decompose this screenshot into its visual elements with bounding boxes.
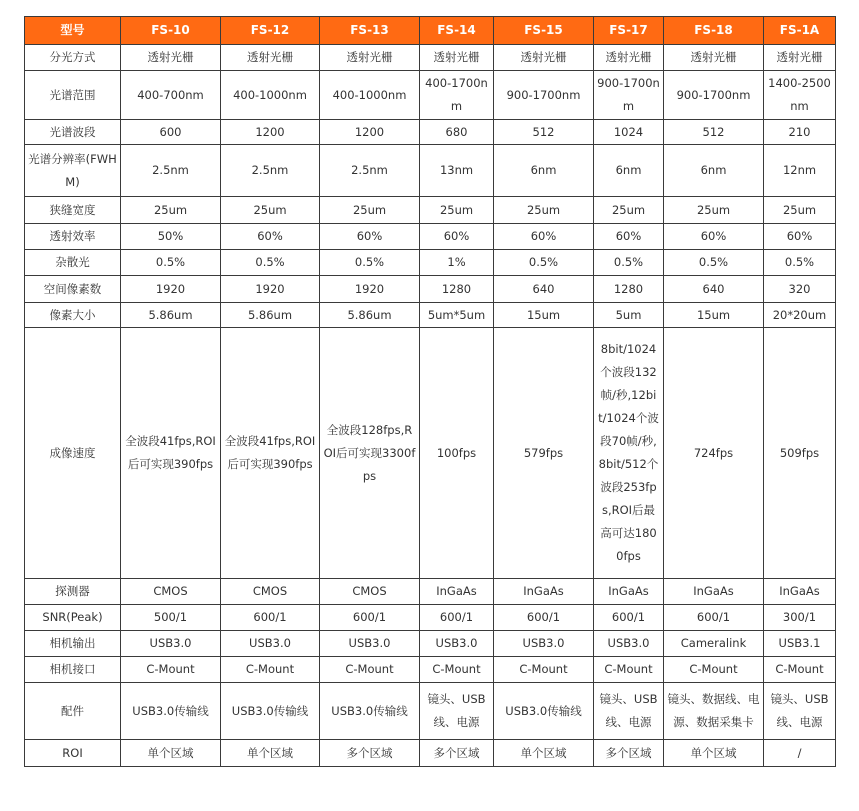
table-cell: InGaAs xyxy=(494,579,594,605)
table-cell: 60% xyxy=(764,224,836,250)
table-cell: 600/1 xyxy=(320,605,420,631)
table-cell: USB3.0 xyxy=(594,631,664,657)
table-cell: 单个区域 xyxy=(494,740,594,767)
table-cell: 5.86um xyxy=(221,303,320,328)
table-cell: 500/1 xyxy=(121,605,221,631)
table-cell: USB3.0 xyxy=(420,631,494,657)
table-row xyxy=(25,71,836,120)
table-cell: Cameralink xyxy=(664,631,764,657)
table-cell: 1200 xyxy=(221,120,320,145)
table-cell: InGaAs xyxy=(664,579,764,605)
row-label: ROI xyxy=(25,740,121,767)
table-cell: 210 xyxy=(764,120,836,145)
table-cell: CMOS xyxy=(320,579,420,605)
table-cell: 15um xyxy=(664,303,764,328)
table-cell: 0.5% xyxy=(494,250,594,276)
table-cell: 多个区域 xyxy=(320,740,420,767)
table-cell: 透射光栅 xyxy=(320,45,420,71)
table-cell: 60% xyxy=(221,224,320,250)
table-cell: 1024 xyxy=(594,120,664,145)
table-cell: 6nm xyxy=(664,145,764,197)
table-cell: InGaAs xyxy=(420,579,494,605)
spec-table-container xyxy=(24,16,835,767)
table-cell: 600/1 xyxy=(594,605,664,631)
table-cell: 5.86um xyxy=(320,303,420,328)
table-cell: C-Mount xyxy=(320,657,420,683)
table-cell: 全波段41fps,ROI后可实现390fps xyxy=(121,328,221,579)
table-cell: 50% xyxy=(121,224,221,250)
table-cell: 13nm xyxy=(420,145,494,197)
table-row xyxy=(25,328,836,579)
table-cell: 1% xyxy=(420,250,494,276)
table-row xyxy=(25,740,836,767)
table-cell: 640 xyxy=(494,276,594,303)
table-cell: USB3.0 xyxy=(320,631,420,657)
table-cell: 全波段41fps,ROI后可实现390fps xyxy=(221,328,320,579)
table-cell: 579fps xyxy=(494,328,594,579)
header-cell-model-5: FS-15 xyxy=(494,17,594,45)
table-row xyxy=(25,145,836,197)
table-cell: 20*20um xyxy=(764,303,836,328)
row-label: 成像速度 xyxy=(25,328,121,579)
row-label: SNR(Peak) xyxy=(25,605,121,631)
table-cell: 2.5nm xyxy=(320,145,420,197)
row-label: 透射效率 xyxy=(25,224,121,250)
table-cell: / xyxy=(764,740,836,767)
table-cell: C-Mount xyxy=(420,657,494,683)
table-cell: 25um xyxy=(320,197,420,224)
table-cell: 600/1 xyxy=(494,605,594,631)
table-cell: 600/1 xyxy=(420,605,494,631)
table-row xyxy=(25,250,836,276)
table-cell: 0.5% xyxy=(594,250,664,276)
table-cell: 透射光栅 xyxy=(764,45,836,71)
table-cell: 60% xyxy=(420,224,494,250)
table-cell: 2.5nm xyxy=(221,145,320,197)
table-row xyxy=(25,120,836,145)
table-cell: 1920 xyxy=(121,276,221,303)
table-cell: 镜头、数据线、电源、数据采集卡 xyxy=(664,683,764,740)
table-cell: 透射光栅 xyxy=(121,45,221,71)
table-cell: 25um xyxy=(221,197,320,224)
table-cell: 0.5% xyxy=(664,250,764,276)
table-cell: 15um xyxy=(494,303,594,328)
table-cell: 640 xyxy=(664,276,764,303)
table-cell: 5.86um xyxy=(121,303,221,328)
table-cell: C-Mount xyxy=(221,657,320,683)
table-cell: USB3.0传输线 xyxy=(121,683,221,740)
table-cell: 100fps xyxy=(420,328,494,579)
row-label: 配件 xyxy=(25,683,121,740)
header-cell-model: 型号 xyxy=(25,17,121,45)
table-cell: USB3.1 xyxy=(764,631,836,657)
table-cell: 400-1700nm xyxy=(420,71,494,120)
table-row xyxy=(25,579,836,605)
table-cell: 6nm xyxy=(594,145,664,197)
table-row xyxy=(25,657,836,683)
table-cell: 0.5% xyxy=(320,250,420,276)
table-cell: 镜头、USB线、电源 xyxy=(764,683,836,740)
table-body xyxy=(25,45,836,767)
table-cell: 320 xyxy=(764,276,836,303)
table-cell: 600/1 xyxy=(221,605,320,631)
table-cell: USB3.0传输线 xyxy=(221,683,320,740)
table-cell: 680 xyxy=(420,120,494,145)
header-cell-model-7: FS-18 xyxy=(664,17,764,45)
table-cell: 镜头、USB线、电源 xyxy=(594,683,664,740)
row-label: 杂散光 xyxy=(25,250,121,276)
table-cell: 镜头、USB线、电源 xyxy=(420,683,494,740)
table-cell: 25um xyxy=(664,197,764,224)
table-cell: 12nm xyxy=(764,145,836,197)
table-cell: USB3.0传输线 xyxy=(494,683,594,740)
table-cell: 单个区域 xyxy=(664,740,764,767)
table-cell: 8bit/1024个波段132帧/秒,12bit/1024个波段70帧/秒,8bit/512个波段253fps,ROI后最高可达1800fps xyxy=(594,328,664,579)
table-cell: 512 xyxy=(664,120,764,145)
table-cell: 多个区域 xyxy=(420,740,494,767)
table-row xyxy=(25,197,836,224)
table-cell: 0.5% xyxy=(764,250,836,276)
table-cell: 6nm xyxy=(494,145,594,197)
table-cell: 25um xyxy=(121,197,221,224)
table-cell: 透射光栅 xyxy=(664,45,764,71)
table-row xyxy=(25,631,836,657)
row-label: 分光方式 xyxy=(25,45,121,71)
table-cell: 0.5% xyxy=(121,250,221,276)
table-cell: C-Mount xyxy=(664,657,764,683)
table-cell: C-Mount xyxy=(594,657,664,683)
table-cell: 2.5nm xyxy=(121,145,221,197)
table-cell: 60% xyxy=(320,224,420,250)
table-cell: 透射光栅 xyxy=(594,45,664,71)
header-cell-model-1: FS-10 xyxy=(121,17,221,45)
table-cell: 300/1 xyxy=(764,605,836,631)
table-cell: 509fps xyxy=(764,328,836,579)
table-cell: USB3.0传输线 xyxy=(320,683,420,740)
table-row xyxy=(25,45,836,71)
table-cell: 1920 xyxy=(221,276,320,303)
table-cell: 900-1700nm xyxy=(494,71,594,120)
row-label: 相机输出 xyxy=(25,631,121,657)
row-label: 探测器 xyxy=(25,579,121,605)
table-cell: 900-1700nm xyxy=(594,71,664,120)
table-cell: 512 xyxy=(494,120,594,145)
header-cell-model-8: FS-1A xyxy=(764,17,836,45)
header-row xyxy=(25,17,836,45)
row-label: 光谱范围 xyxy=(25,71,121,120)
table-cell: 单个区域 xyxy=(221,740,320,767)
row-label: 光谱波段 xyxy=(25,120,121,145)
table-row xyxy=(25,683,836,740)
table-cell: 1280 xyxy=(594,276,664,303)
table-cell: 60% xyxy=(494,224,594,250)
table-cell: USB3.0 xyxy=(121,631,221,657)
table-cell: USB3.0 xyxy=(494,631,594,657)
table-cell: 25um xyxy=(764,197,836,224)
table-cell: CMOS xyxy=(221,579,320,605)
table-cell: 400-700nm xyxy=(121,71,221,120)
table-cell: 5um*5um xyxy=(420,303,494,328)
table-cell: 1280 xyxy=(420,276,494,303)
table-cell: 1920 xyxy=(320,276,420,303)
table-cell: 透射光栅 xyxy=(420,45,494,71)
table-cell: 25um xyxy=(594,197,664,224)
table-row xyxy=(25,605,836,631)
table-cell: 900-1700nm xyxy=(664,71,764,120)
table-cell: 25um xyxy=(494,197,594,224)
row-label: 光谱分辨率(FWHM) xyxy=(25,145,121,197)
table-row xyxy=(25,303,836,328)
table-cell: InGaAs xyxy=(764,579,836,605)
header-cell-model-4: FS-14 xyxy=(420,17,494,45)
header-cell-model-2: FS-12 xyxy=(221,17,320,45)
header-cell-model-3: FS-13 xyxy=(320,17,420,45)
table-cell: 0.5% xyxy=(221,250,320,276)
table-header xyxy=(25,17,836,45)
table-cell: 600 xyxy=(121,120,221,145)
row-label: 狭缝宽度 xyxy=(25,197,121,224)
table-cell: 600/1 xyxy=(664,605,764,631)
spec-table xyxy=(24,16,836,767)
table-cell: InGaAs xyxy=(594,579,664,605)
table-cell: C-Mount xyxy=(494,657,594,683)
table-cell: USB3.0 xyxy=(221,631,320,657)
table-cell: C-Mount xyxy=(764,657,836,683)
table-cell: 60% xyxy=(664,224,764,250)
table-cell: C-Mount xyxy=(121,657,221,683)
row-label: 像素大小 xyxy=(25,303,121,328)
table-cell: 60% xyxy=(594,224,664,250)
row-label: 相机接口 xyxy=(25,657,121,683)
row-label: 空间像素数 xyxy=(25,276,121,303)
table-cell: 400-1000nm xyxy=(221,71,320,120)
table-cell: 724fps xyxy=(664,328,764,579)
table-cell: 5um xyxy=(594,303,664,328)
header-cell-model-6: FS-17 xyxy=(594,17,664,45)
table-row xyxy=(25,276,836,303)
table-cell: 透射光栅 xyxy=(494,45,594,71)
table-cell: 单个区域 xyxy=(121,740,221,767)
table-cell: 1200 xyxy=(320,120,420,145)
table-row xyxy=(25,224,836,250)
table-cell: CMOS xyxy=(121,579,221,605)
table-cell: 25um xyxy=(420,197,494,224)
table-cell: 透射光栅 xyxy=(221,45,320,71)
table-cell: 多个区域 xyxy=(594,740,664,767)
table-cell: 400-1000nm xyxy=(320,71,420,120)
table-cell: 全波段128fps,ROI后可实现3300fps xyxy=(320,328,420,579)
table-cell: 1400-2500nm xyxy=(764,71,836,120)
